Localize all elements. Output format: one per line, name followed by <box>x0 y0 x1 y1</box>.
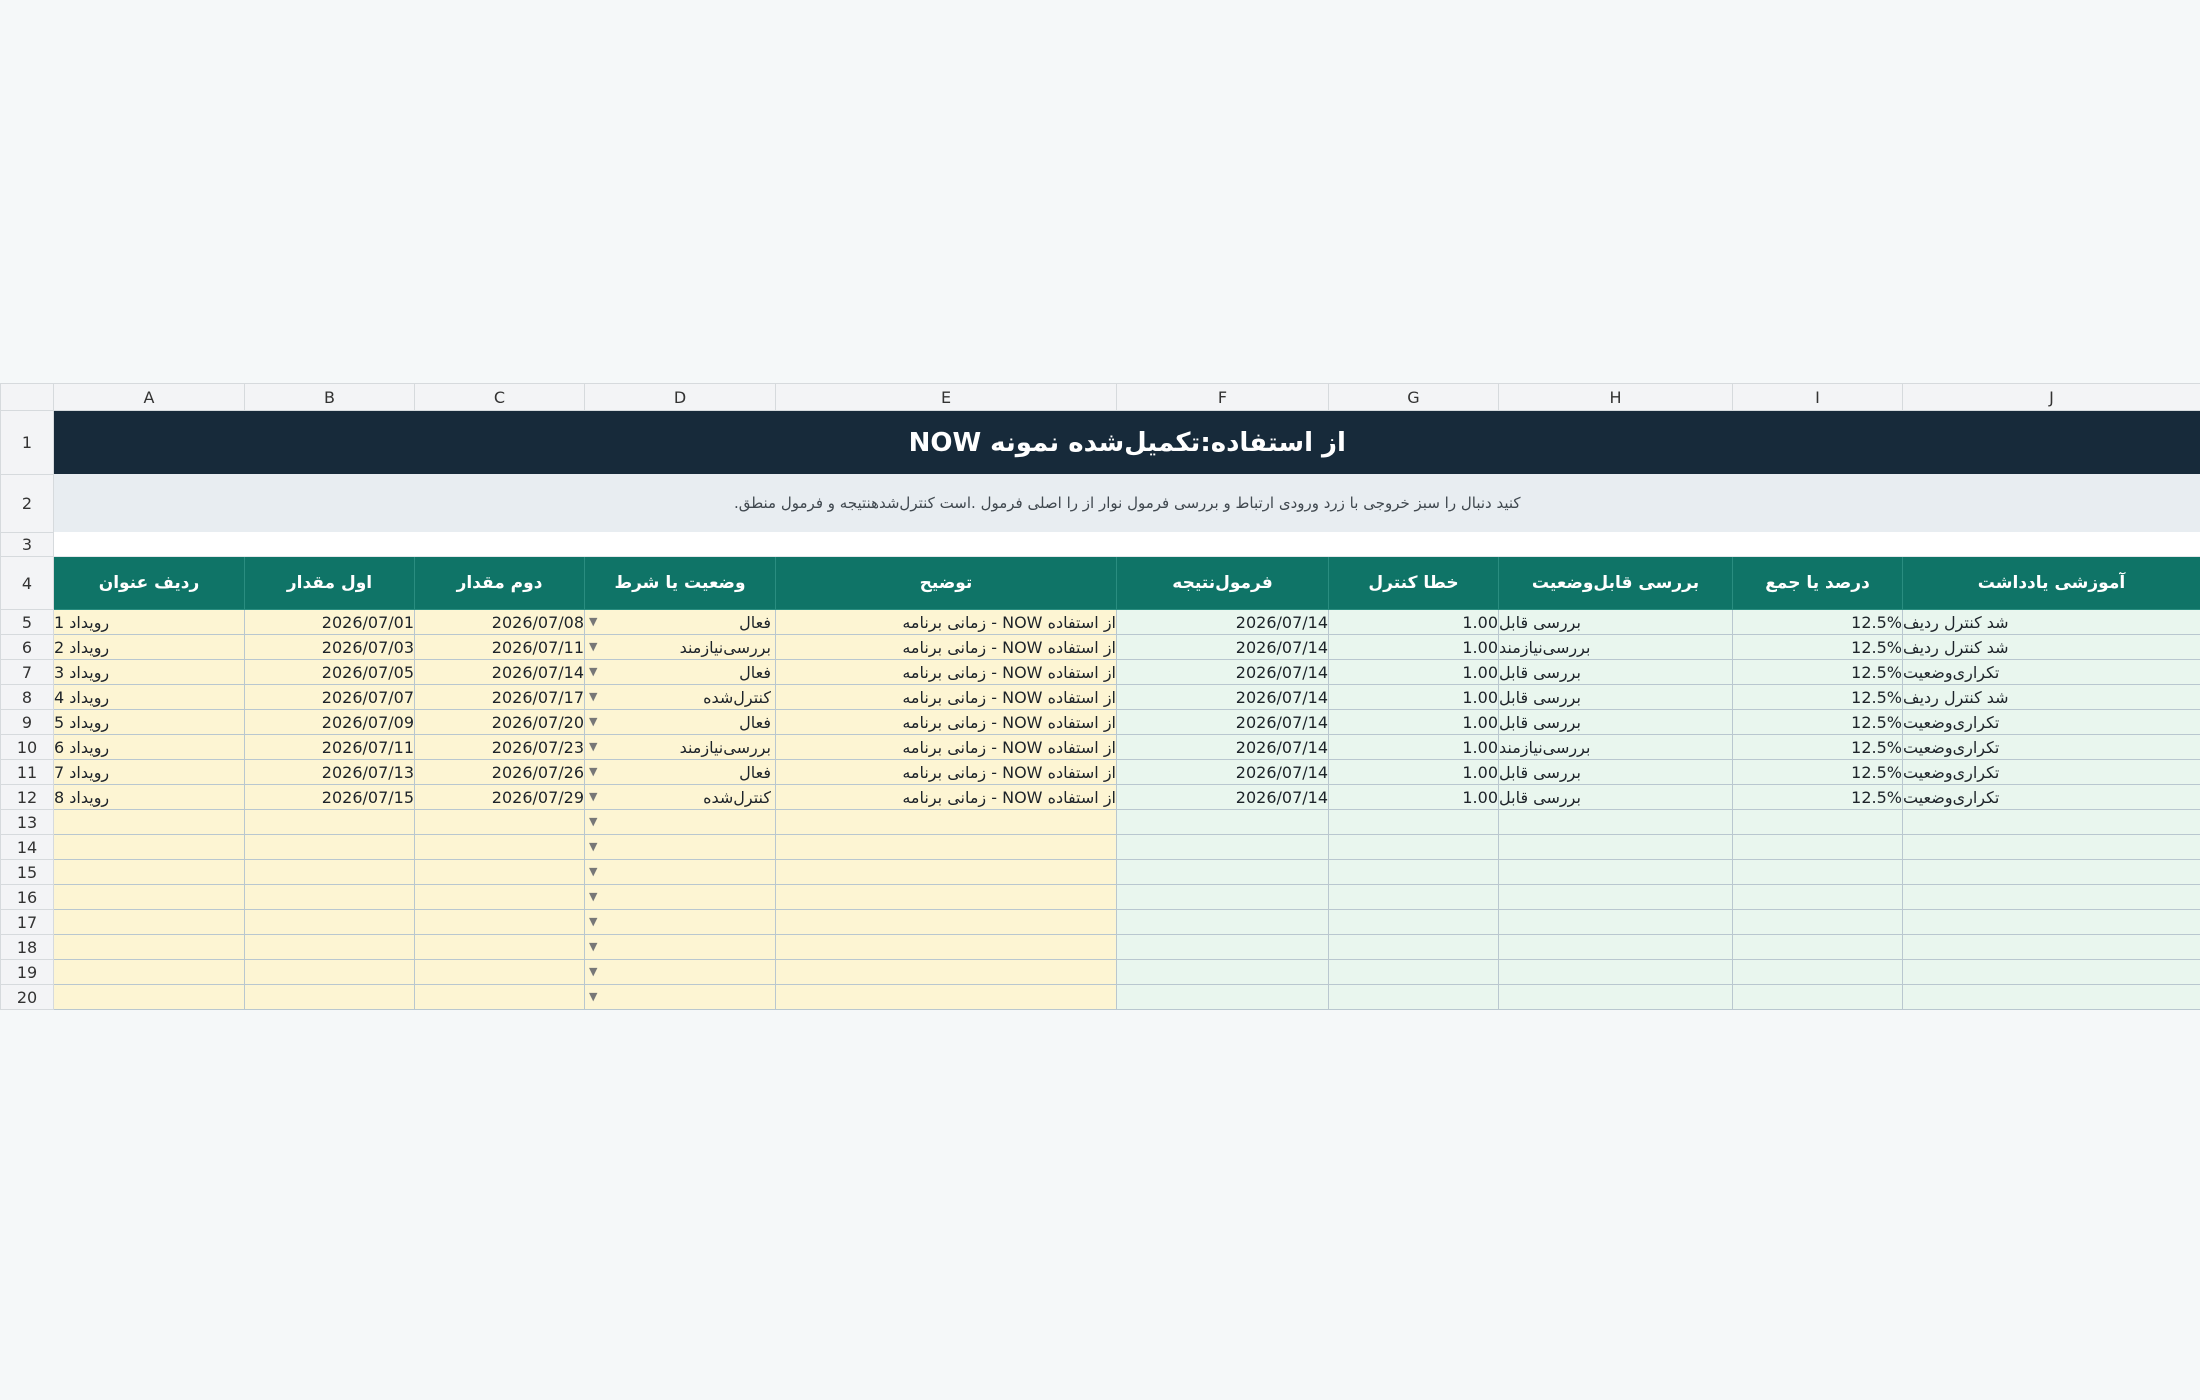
cell[interactable] <box>1733 935 1903 960</box>
cell[interactable]: زمانی برنامه - NOW از استفاده <box>776 660 1117 685</box>
cell[interactable] <box>776 960 1117 985</box>
row-number[interactable]: 7 <box>1 660 54 685</box>
header-cell[interactable]: بررسی قابل‌وضعیت <box>1499 557 1733 610</box>
table-row <box>1 835 2200 860</box>
table-row <box>1 810 2200 835</box>
cell[interactable] <box>1499 885 1733 910</box>
status-dropdown-cell[interactable] <box>585 810 776 835</box>
table-row <box>1 660 2200 685</box>
column-header-f[interactable]: F <box>1117 384 1329 411</box>
cell[interactable]: 12.5% <box>1733 735 1903 760</box>
cell[interactable] <box>54 935 245 960</box>
cell[interactable] <box>54 885 245 910</box>
status-dropdown-cell[interactable] <box>585 710 776 735</box>
cell[interactable]: بررسی‌نیازمند <box>1499 635 1733 660</box>
row-number[interactable]: 9 <box>1 710 54 735</box>
row-number[interactable]: 16 <box>1 885 54 910</box>
chevron-down-icon[interactable]: ▼ <box>589 615 598 628</box>
header-cell[interactable]: فرمول‌نتیجه <box>1117 557 1329 610</box>
cell[interactable] <box>1117 810 1329 835</box>
cell[interactable] <box>1499 810 1733 835</box>
chevron-down-icon[interactable]: ▼ <box>589 740 598 753</box>
cell[interactable]: 1.00 <box>1329 785 1499 810</box>
cell[interactable] <box>1903 885 2200 910</box>
cell[interactable]: 12.5% <box>1733 685 1903 710</box>
cell[interactable]: زمانی برنامه - NOW از استفاده <box>776 610 1117 635</box>
spreadsheet-grid <box>0 383 2200 1010</box>
table-row <box>1 910 2200 935</box>
cell[interactable] <box>1329 885 1499 910</box>
column-header-i[interactable]: I <box>1733 384 1903 411</box>
header-cell[interactable]: ردیف عنوان <box>54 557 245 610</box>
header-cell[interactable]: دوم مقدار <box>415 557 585 610</box>
cell[interactable]: 12.5% <box>1733 710 1903 735</box>
cell[interactable]: 2026/07/14 <box>1117 735 1329 760</box>
cell[interactable]: 1.00 <box>1329 710 1499 735</box>
cell[interactable]: 2026/07/17 <box>415 685 585 710</box>
cell[interactable] <box>1329 910 1499 935</box>
cell[interactable]: 12.5% <box>1733 785 1903 810</box>
row-number[interactable]: 12 <box>1 785 54 810</box>
row-number[interactable]: 13 <box>1 810 54 835</box>
table-row <box>1 685 2200 710</box>
cell[interactable] <box>776 835 1117 860</box>
cell[interactable] <box>1733 885 1903 910</box>
chevron-down-icon[interactable]: ▼ <box>589 815 598 828</box>
cell[interactable] <box>245 885 415 910</box>
cell[interactable] <box>415 885 585 910</box>
cell[interactable] <box>1733 985 1903 1010</box>
cell[interactable] <box>54 810 245 835</box>
cell[interactable]: تکراری‌وضعیت <box>1903 760 2200 785</box>
column-header-row <box>1 384 2200 411</box>
cell[interactable]: 6 رویداد <box>54 735 245 760</box>
column-header-a[interactable]: A <box>54 384 245 411</box>
cell[interactable] <box>1117 885 1329 910</box>
cell[interactable] <box>1733 960 1903 985</box>
chevron-down-icon[interactable]: ▼ <box>589 790 598 803</box>
row-number[interactable]: 8 <box>1 685 54 710</box>
cell[interactable] <box>776 860 1117 885</box>
status-dropdown-cell[interactable] <box>585 635 776 660</box>
cell[interactable]: 2026/07/14 <box>1117 710 1329 735</box>
cell[interactable] <box>1117 985 1329 1010</box>
column-header-d[interactable]: D <box>585 384 776 411</box>
cell-value: بررسی‌نیازمند <box>679 637 771 657</box>
cell[interactable] <box>1903 985 2200 1010</box>
chevron-down-icon[interactable]: ▼ <box>589 940 598 953</box>
cell[interactable]: 2026/07/14 <box>1117 785 1329 810</box>
table-row <box>1 735 2200 760</box>
row-number[interactable]: 2 <box>1 474 54 532</box>
cell[interactable] <box>415 810 585 835</box>
row-number[interactable]: 18 <box>1 935 54 960</box>
cell-value: بررسی‌نیازمند <box>679 737 771 757</box>
status-dropdown-cell[interactable] <box>585 610 776 635</box>
cell[interactable]: 3 رویداد <box>54 660 245 685</box>
status-dropdown-cell[interactable] <box>585 910 776 935</box>
cell[interactable] <box>415 985 585 1010</box>
cell[interactable]: 2026/07/15 <box>245 785 415 810</box>
cell[interactable] <box>1329 860 1499 885</box>
table-row <box>1 710 2200 735</box>
cell[interactable]: زمانی برنامه - NOW از استفاده <box>776 635 1117 660</box>
cell[interactable]: 1 رویداد <box>54 610 245 635</box>
cell-value: فعال <box>739 612 771 632</box>
cell[interactable]: 2026/07/14 <box>1117 660 1329 685</box>
row-number[interactable]: 5 <box>1 610 54 635</box>
cell[interactable]: زمانی برنامه - NOW از استفاده <box>776 710 1117 735</box>
cell[interactable] <box>1499 935 1733 960</box>
cell[interactable]: 12.5% <box>1733 660 1903 685</box>
cell[interactable] <box>1499 960 1733 985</box>
column-header-h[interactable]: H <box>1499 384 1733 411</box>
row-number[interactable]: 14 <box>1 835 54 860</box>
sheet-note[interactable]: .کنید دنبال را سبز خروجی با زرد ورودی ارتباط و بررسی فرمول نوار از را اصلی فرمول .است کنترل‌شدهنتیجه و فرمول منطق <box>54 474 2200 532</box>
cell[interactable]: بررسی قابل <box>1499 785 1733 810</box>
cell[interactable] <box>245 910 415 935</box>
row-number[interactable]: 3 <box>1 532 54 557</box>
cell[interactable]: 12.5% <box>1733 610 1903 635</box>
status-dropdown-cell[interactable] <box>585 785 776 810</box>
select-all-corner[interactable] <box>1 384 54 411</box>
sheet-title[interactable]: NOW از استفاده:تکمیل‌شده نمونه <box>54 411 2200 475</box>
cell[interactable]: 2026/07/07 <box>245 685 415 710</box>
chevron-down-icon[interactable]: ▼ <box>589 965 598 978</box>
table-row <box>1 885 2200 910</box>
title-row <box>1 411 2200 475</box>
row-number[interactable]: 6 <box>1 635 54 660</box>
cell[interactable] <box>1733 810 1903 835</box>
status-dropdown-cell[interactable] <box>585 985 776 1010</box>
cell[interactable]: 2026/07/20 <box>415 710 585 735</box>
cell[interactable]: 7 رویداد <box>54 760 245 785</box>
cell[interactable] <box>776 985 1117 1010</box>
cell[interactable] <box>245 985 415 1010</box>
cell-value: کنترل‌شده <box>703 787 771 807</box>
cell[interactable] <box>1903 960 2200 985</box>
cell[interactable] <box>415 835 585 860</box>
header-cell[interactable]: آموزشی یادداشت <box>1903 557 2200 610</box>
cell[interactable] <box>245 835 415 860</box>
blank-cell[interactable] <box>54 532 2200 557</box>
chevron-down-icon[interactable]: ▼ <box>589 640 598 653</box>
blank-row <box>1 532 2200 557</box>
cell[interactable]: شد کنترل ردیف <box>1903 635 2200 660</box>
cell[interactable]: 1.00 <box>1329 635 1499 660</box>
cell[interactable] <box>776 935 1117 960</box>
cell[interactable]: تکراری‌وضعیت <box>1903 785 2200 810</box>
cell[interactable] <box>245 960 415 985</box>
cell[interactable] <box>1903 810 2200 835</box>
cell[interactable] <box>54 860 245 885</box>
status-dropdown-cell[interactable] <box>585 735 776 760</box>
chevron-down-icon[interactable]: ▼ <box>589 715 598 728</box>
cell-value: کنترل‌شده <box>703 687 771 707</box>
note-row <box>1 474 2200 532</box>
table-row <box>1 760 2200 785</box>
header-cell[interactable]: توضیح <box>776 557 1117 610</box>
chevron-down-icon[interactable]: ▼ <box>589 840 598 853</box>
cell[interactable] <box>776 910 1117 935</box>
cell[interactable] <box>1117 960 1329 985</box>
cell[interactable] <box>415 935 585 960</box>
cell[interactable] <box>1329 810 1499 835</box>
cell[interactable] <box>1733 860 1903 885</box>
cell[interactable]: شد کنترل ردیف <box>1903 685 2200 710</box>
cell[interactable] <box>1733 910 1903 935</box>
cell[interactable] <box>1329 935 1499 960</box>
cell[interactable]: تکراری‌وضعیت <box>1903 660 2200 685</box>
cell[interactable] <box>1329 835 1499 860</box>
cell[interactable] <box>415 960 585 985</box>
cell[interactable]: 2026/07/14 <box>1117 685 1329 710</box>
status-dropdown-cell[interactable] <box>585 760 776 785</box>
cell[interactable]: شد کنترل ردیف <box>1903 610 2200 635</box>
cell[interactable] <box>245 860 415 885</box>
cell[interactable]: 1.00 <box>1329 735 1499 760</box>
cell[interactable]: 2026/07/05 <box>245 660 415 685</box>
table-row <box>1 935 2200 960</box>
cell[interactable] <box>1117 860 1329 885</box>
cell[interactable]: 1.00 <box>1329 660 1499 685</box>
cell[interactable] <box>1499 860 1733 885</box>
table-row <box>1 960 2200 985</box>
row-number[interactable]: 1 <box>1 411 54 475</box>
row-number[interactable]: 10 <box>1 735 54 760</box>
cell[interactable]: تکراری‌وضعیت <box>1903 710 2200 735</box>
cell[interactable]: 2 رویداد <box>54 635 245 660</box>
cell[interactable]: 1.00 <box>1329 760 1499 785</box>
cell[interactable]: 12.5% <box>1733 760 1903 785</box>
chevron-down-icon[interactable]: ▼ <box>589 990 598 1003</box>
cell[interactable] <box>1329 985 1499 1010</box>
cell[interactable] <box>1733 835 1903 860</box>
cell[interactable]: 2026/07/01 <box>245 610 415 635</box>
cell[interactable] <box>1903 860 2200 885</box>
cell[interactable]: تکراری‌وضعیت <box>1903 735 2200 760</box>
column-header-j[interactable]: J <box>1903 384 2200 411</box>
cell[interactable] <box>1903 910 2200 935</box>
cell-value: فعال <box>739 712 771 732</box>
cell[interactable]: بررسی قابل <box>1499 685 1733 710</box>
cell[interactable]: 4 رویداد <box>54 685 245 710</box>
column-header-c[interactable]: C <box>415 384 585 411</box>
cell[interactable]: 2026/07/14 <box>1117 635 1329 660</box>
cell[interactable]: زمانی برنامه - NOW از استفاده <box>776 685 1117 710</box>
header-cell[interactable]: درصد یا جمع <box>1733 557 1903 610</box>
row-number[interactable]: 15 <box>1 860 54 885</box>
table-row <box>1 860 2200 885</box>
cell[interactable] <box>415 910 585 935</box>
cell[interactable]: بررسی قابل <box>1499 660 1733 685</box>
cell[interactable] <box>1117 910 1329 935</box>
status-dropdown-cell[interactable] <box>585 685 776 710</box>
cell[interactable] <box>1329 960 1499 985</box>
cell[interactable]: 2026/07/03 <box>245 635 415 660</box>
cell[interactable]: 8 رویداد <box>54 785 245 810</box>
cell[interactable]: 5 رویداد <box>54 710 245 735</box>
cell[interactable]: بررسی قابل <box>1499 760 1733 785</box>
cell[interactable]: زمانی برنامه - NOW از استفاده <box>776 785 1117 810</box>
cell[interactable] <box>54 910 245 935</box>
cell[interactable]: 2026/07/08 <box>415 610 585 635</box>
status-dropdown-cell[interactable] <box>585 660 776 685</box>
cell[interactable]: 2026/07/29 <box>415 785 585 810</box>
cell[interactable]: 2026/07/13 <box>245 760 415 785</box>
cell[interactable] <box>776 810 1117 835</box>
status-dropdown-cell[interactable] <box>585 835 776 860</box>
table-row <box>1 610 2200 635</box>
status-dropdown-cell[interactable] <box>585 885 776 910</box>
header-cell[interactable]: اول مقدار <box>245 557 415 610</box>
cell[interactable] <box>245 810 415 835</box>
cell[interactable] <box>1117 835 1329 860</box>
chevron-down-icon[interactable]: ▼ <box>589 915 598 928</box>
row-number[interactable]: 19 <box>1 960 54 985</box>
row-number[interactable]: 11 <box>1 760 54 785</box>
cell[interactable]: 2026/07/14 <box>1117 760 1329 785</box>
table-row <box>1 635 2200 660</box>
cell[interactable]: 2026/07/23 <box>415 735 585 760</box>
cell[interactable] <box>54 960 245 985</box>
chevron-down-icon[interactable]: ▼ <box>589 865 598 878</box>
cell[interactable] <box>415 860 585 885</box>
status-dropdown-cell[interactable] <box>585 960 776 985</box>
cell[interactable] <box>1499 985 1733 1010</box>
cell[interactable] <box>1903 835 2200 860</box>
header-cell[interactable]: خطا کنترل <box>1329 557 1499 610</box>
cell[interactable]: 1.00 <box>1329 685 1499 710</box>
cell[interactable] <box>54 985 245 1010</box>
cell[interactable]: زمانی برنامه - NOW از استفاده <box>776 735 1117 760</box>
chevron-down-icon[interactable]: ▼ <box>589 890 598 903</box>
cell[interactable]: بررسی‌نیازمند <box>1499 735 1733 760</box>
cell-value: فعال <box>739 662 771 682</box>
cell-value: فعال <box>739 762 771 782</box>
cell[interactable]: بررسی قابل <box>1499 610 1733 635</box>
status-dropdown-cell[interactable] <box>585 935 776 960</box>
cell[interactable] <box>1903 935 2200 960</box>
column-header-g[interactable]: G <box>1329 384 1499 411</box>
column-header-b[interactable]: B <box>245 384 415 411</box>
header-row <box>1 557 2200 610</box>
cell[interactable]: 2026/07/14 <box>1117 610 1329 635</box>
row-number[interactable]: 4 <box>1 557 54 610</box>
cell[interactable] <box>1117 935 1329 960</box>
status-dropdown-cell[interactable] <box>585 860 776 885</box>
cell[interactable]: بررسی قابل <box>1499 710 1733 735</box>
chevron-down-icon[interactable]: ▼ <box>589 690 598 703</box>
table-row <box>1 785 2200 810</box>
cell[interactable]: 2026/07/14 <box>415 660 585 685</box>
cell[interactable]: زمانی برنامه - NOW از استفاده <box>776 760 1117 785</box>
table-row <box>1 985 2200 1010</box>
cell[interactable]: 2026/07/26 <box>415 760 585 785</box>
cell[interactable]: 12.5% <box>1733 635 1903 660</box>
cell[interactable] <box>1499 835 1733 860</box>
cell[interactable]: 2026/07/11 <box>245 735 415 760</box>
cell[interactable]: 1.00 <box>1329 610 1499 635</box>
header-cell[interactable]: وضعیت یا شرط <box>585 557 776 610</box>
cell[interactable] <box>54 835 245 860</box>
row-number[interactable]: 20 <box>1 985 54 1010</box>
column-header-e[interactable]: E <box>776 384 1117 411</box>
cell[interactable] <box>776 885 1117 910</box>
cell[interactable] <box>1499 910 1733 935</box>
chevron-down-icon[interactable]: ▼ <box>589 765 598 778</box>
chevron-down-icon[interactable]: ▼ <box>589 665 598 678</box>
cell[interactable]: 2026/07/09 <box>245 710 415 735</box>
row-number[interactable]: 17 <box>1 910 54 935</box>
cell[interactable]: 2026/07/11 <box>415 635 585 660</box>
cell[interactable] <box>245 935 415 960</box>
